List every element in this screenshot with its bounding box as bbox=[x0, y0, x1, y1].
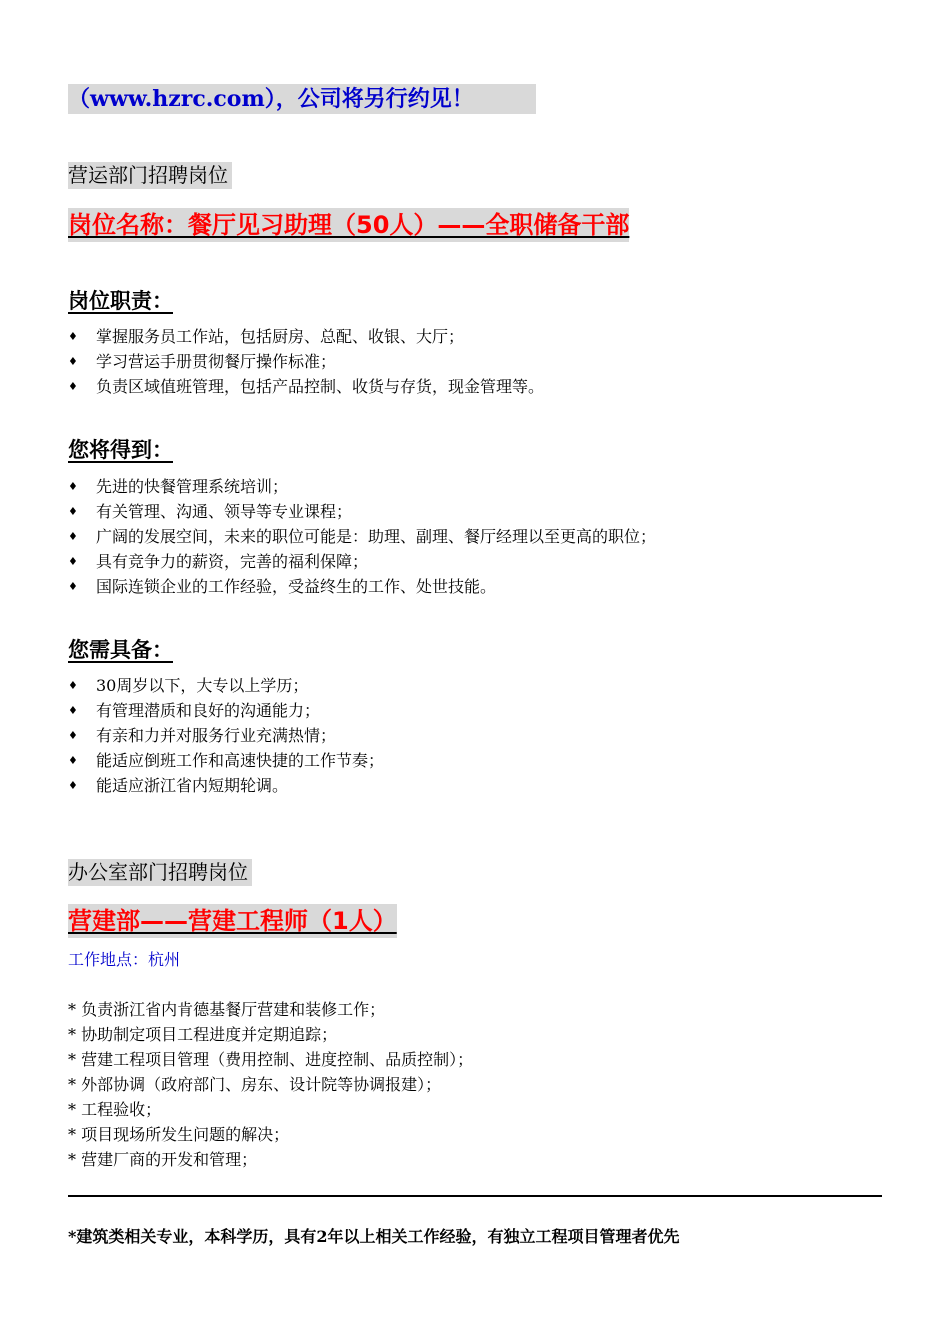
list-item: * 营建工程项目管理（费用控制、进度控制、品质控制）； bbox=[68, 1050, 474, 1069]
duties-list bbox=[68, 324, 544, 399]
list-item: * 协助制定项目工程进度并定期追踪； bbox=[68, 1025, 338, 1044]
list-item: ♦ 能适应倒班工作和高速快捷的工作节奏； bbox=[68, 748, 384, 773]
list-item: ♦ 有管理潜质和良好的沟通能力； bbox=[68, 698, 384, 723]
benefits-heading: 您将得到： bbox=[68, 438, 173, 462]
benefits-list bbox=[68, 474, 656, 599]
list-item: ♦ 学习营运手册贯彻餐厅操作标准； bbox=[68, 349, 544, 374]
list-item: ♦ 具有竞争力的薪资，完善的福利保障； bbox=[68, 549, 656, 574]
office-dept-title: 办公室部门招聘岗位 bbox=[68, 859, 252, 886]
divider bbox=[68, 1195, 882, 1197]
list-item: * 工程验收； bbox=[68, 1100, 162, 1119]
diamond-bullet-icon: ♦ bbox=[68, 555, 78, 568]
list-item: ♦ 掌握服务员工作站，包括厨房、总配、收银、大厅； bbox=[68, 324, 544, 349]
list-item: ♦ 能适应浙江省内短期轮调。 bbox=[68, 773, 384, 798]
list-item: * 外部协调（政府部门、房东、设计院等协调报建）； bbox=[68, 1075, 442, 1094]
list-item: ♦ 有亲和力并对服务行业充满热情； bbox=[68, 723, 384, 748]
office-duties-list bbox=[68, 997, 473, 1172]
diamond-bullet-icon: ♦ bbox=[68, 530, 78, 543]
list-item: ♦ 负责区域值班管理，包括产品控制、收货与存货，现金管理等。 bbox=[68, 374, 544, 399]
requirements-heading: 您需具备： bbox=[68, 638, 173, 662]
work-location: 工作地点：杭州 bbox=[68, 950, 181, 969]
requirements-list bbox=[68, 673, 384, 798]
list-item: * 项目现场所发生问题的解决； bbox=[68, 1125, 290, 1144]
list-item: ♦ 有关管理、沟通、领导等专业课程； bbox=[68, 499, 656, 524]
list-item: * 营建厂商的开发和管理； bbox=[68, 1150, 258, 1169]
diamond-bullet-icon: ♦ bbox=[68, 754, 78, 767]
diamond-bullet-icon: ♦ bbox=[68, 355, 78, 368]
requirements-footnote: *建筑类相关专业，本科学历，具有2年以上相关工作经验，有独立工程项目管理者优先 bbox=[68, 1227, 680, 1246]
office-job-title: 营建部——营建工程师（1人） bbox=[68, 904, 397, 938]
diamond-bullet-icon: ♦ bbox=[68, 380, 78, 393]
diamond-bullet-icon: ♦ bbox=[68, 580, 78, 593]
list-item: ♦ 先进的快餐管理系统培训； bbox=[68, 474, 656, 499]
diamond-bullet-icon: ♦ bbox=[68, 729, 78, 742]
list-item: ♦ 国际连锁企业的工作经验，受益终生的工作、处世技能。 bbox=[68, 574, 656, 599]
duties-heading: 岗位职责： bbox=[68, 289, 173, 313]
header-note: （www.hzrc.com），公司将另行约见！ bbox=[68, 84, 536, 114]
diamond-bullet-icon: ♦ bbox=[68, 679, 78, 692]
operations-dept-title: 营运部门招聘岗位 bbox=[68, 162, 232, 189]
list-item: * 负责浙江省内肯德基餐厅营建和装修工作； bbox=[68, 1000, 386, 1019]
list-item: ♦ 广阔的发展空间，未来的职位可能是：助理、副理、餐厅经理以至更高的职位； bbox=[68, 524, 656, 549]
diamond-bullet-icon: ♦ bbox=[68, 480, 78, 493]
operations-job-title: 岗位名称：餐厅见习助理（50人）——全职储备干部 bbox=[68, 208, 629, 242]
diamond-bullet-icon: ♦ bbox=[68, 779, 78, 792]
list-item: ♦ 30周岁以下，大专以上学历； bbox=[68, 673, 384, 698]
diamond-bullet-icon: ♦ bbox=[68, 704, 78, 717]
diamond-bullet-icon: ♦ bbox=[68, 505, 78, 518]
diamond-bullet-icon: ♦ bbox=[68, 330, 78, 343]
